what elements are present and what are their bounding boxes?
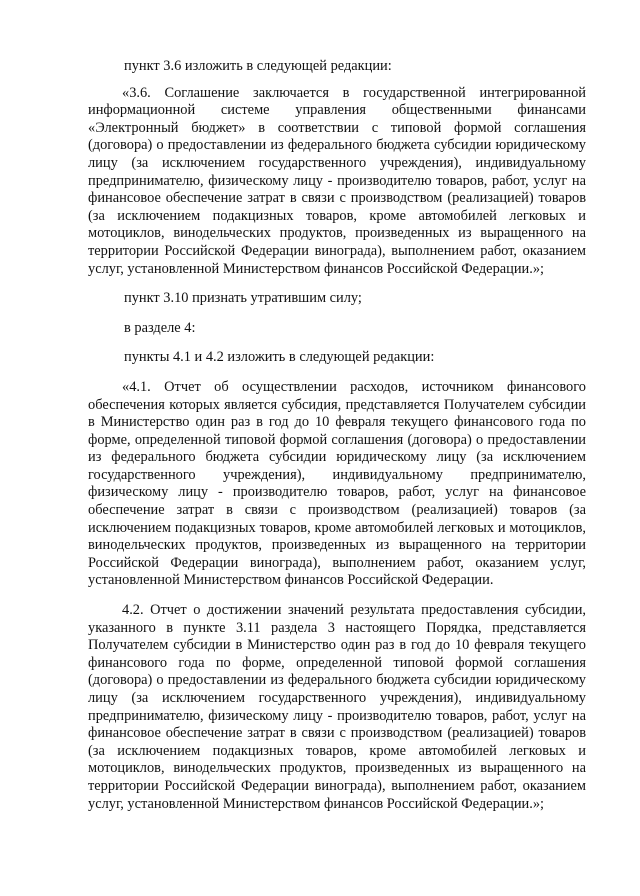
instruction-section-4: в разделе 4: <box>124 319 196 336</box>
instruction-points-4-1-4-2: пункты 4.1 и 4.2 изложить в следующей редакции: <box>124 349 435 366</box>
paragraph-4-1: «4.1. Отчет об осуществлении расходов, источником финансового обеспечения которых является субсидия, представляется Получателем субсидии в Министерство один раз в год до 10 февраля текущего финансового года по форме, определенной типовой формой соглашения (договора) о предоставлении из федерального бюджета субсидии юридическому лицу (за исключением государственного учреждения), индивидуальному предпринимателю, физическому лицу - производителю товаров, работ, услуг на финансовое обеспечение затрат в связи с производством (реализацией) товаров (за исключением подакцизных товаров, кроме автомобилей легковых и мотоциклов, винодельческих продуктов, произведенных из выращенного на территории Российской Федерации винограда), выполнением работ, оказанием услуг, установленной Министерством финансов Российской Федерации. <box>88 378 586 589</box>
paragraph-3-6: «3.6. Соглашение заключается в государственной интегрированной информационной системе управления общественными финансами «Электронный бюджет» в соответствии с типовой формой соглашения (договора) о предоставлении из федерального бюджета субсидии юридическому лицу (за исключением государственного учреждения), индивидуальному предпринимателю, физическому лицу - производителю товаров, работ, услуг на финансовое обеспечение затрат в связи с производством (реализацией) товаров (за исключением подакцизных товаров, кроме автомобилей легковых и мотоциклов, винодельческих продуктов, произведенных из выращенного на территории Российской Федерации винограда), выполнением работ, оказанием услуг, установленной Министерством финансов Российской Федерации.»; <box>88 84 586 277</box>
paragraph-4-2: 4.2. Отчет о достижении значений результата предоставления субсидии, указанного в пункте 3.11 раздела 3 настоящего Порядка, представляется Получателем субсидии в Министерство один раз в год до 10 февраля текущего финансового года по форме, определенной типовой формой соглашения (договора) о предоставлении из федерального бюджета субсидии юридическому лицу (за исключением государственного учреждения), индивидуальному предпринимателю, физическому лицу - производителю товаров, работ, услуг на финансовое обеспечение затрат в связи с производством (реализацией) товаров (за исключением подакцизных товаров, кроме автомобилей легковых и мотоциклов, винодельческих продуктов, произведенных из выращенного на территории Российской Федерации винограда), выполнением работ, оказанием услуг, установленной Министерством финансов Российской Федерации.»; <box>88 602 586 812</box>
document-page <box>88 58 586 813</box>
instruction-point-3-6: пункт 3.6 изложить в следующей редакции: <box>124 58 392 74</box>
instruction-point-3-10: пункт 3.10 признать утратившим силу; <box>124 290 362 307</box>
